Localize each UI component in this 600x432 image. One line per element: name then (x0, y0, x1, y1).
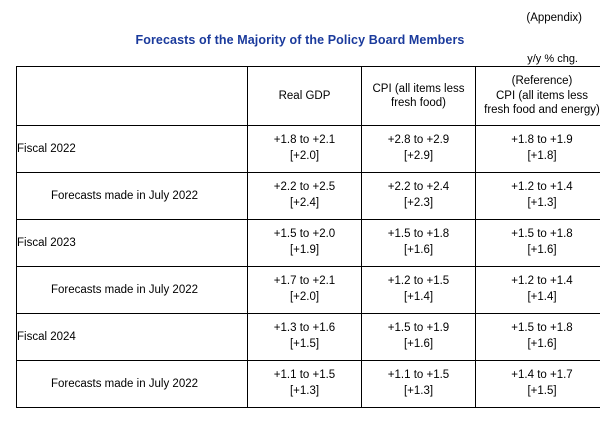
cell-reference-cpi (476, 361, 600, 408)
cell-cpi-range: +1.1 to +1.5 (387, 369, 450, 382)
cell-real-gdp-median: [+2.0] (289, 150, 320, 162)
cell-real-gdp (248, 314, 362, 361)
cell-cpi (362, 267, 476, 314)
cell-cpi-range: +1.5 to +1.9 (387, 322, 450, 335)
header-cpi (362, 67, 476, 126)
cell-cpi-range: +1.5 to +1.8 (387, 228, 450, 241)
appendix-label: (Appendix) (526, 12, 582, 24)
table-row (17, 361, 600, 408)
cell-real-gdp (248, 220, 362, 267)
cell-reference-cpi-range: +1.2 to +1.4 (511, 275, 573, 288)
cell-reference-cpi (476, 314, 600, 361)
cell-real-gdp-median: [+2.4] (289, 197, 320, 209)
cell-cpi (362, 173, 476, 220)
cell-reference-cpi-range: +1.2 to +1.4 (511, 181, 573, 194)
row-label: Forecasts made in July 2022 (17, 361, 248, 408)
cell-reference-cpi-range: +1.5 to +1.8 (511, 228, 573, 241)
cell-real-gdp-range: +1.5 to +2.0 (273, 228, 336, 241)
cell-real-gdp-range: +1.1 to +1.5 (273, 369, 336, 382)
cell-cpi-range: +2.2 to +2.4 (387, 181, 450, 194)
row-label: Forecasts made in July 2022 (17, 173, 248, 220)
cell-reference-cpi (476, 126, 600, 173)
header-cpi-line2: fresh food) (391, 97, 446, 109)
table-row (17, 314, 600, 361)
table-row (17, 220, 600, 267)
cell-real-gdp-median: [+1.3] (289, 385, 320, 397)
table-body (17, 126, 600, 408)
cell-reference-cpi (476, 220, 600, 267)
header-real-gdp: Real GDP (248, 67, 362, 126)
cell-cpi (362, 220, 476, 267)
cell-reference-cpi-median: [+1.3] (527, 197, 557, 209)
cell-real-gdp-range: +2.2 to +2.5 (273, 181, 336, 194)
cell-cpi-median: [+1.3] (403, 385, 434, 397)
cell-reference-cpi-range: +1.8 to +1.9 (511, 134, 573, 147)
cell-reference-cpi-range: +1.5 to +1.8 (511, 322, 573, 335)
cell-real-gdp (248, 126, 362, 173)
cell-real-gdp-range: +1.3 to +1.6 (273, 322, 336, 335)
forecast-table-wrapper (16, 66, 600, 408)
row-label: Fiscal 2024 (17, 314, 248, 361)
cell-cpi (362, 126, 476, 173)
cell-reference-cpi (476, 267, 600, 314)
cell-reference-cpi-range: +1.4 to +1.7 (511, 369, 573, 382)
header-reference-cpi (476, 67, 600, 126)
cell-reference-cpi-median: [+1.4] (527, 291, 557, 303)
table-row (17, 126, 600, 173)
table-row (17, 267, 600, 314)
row-label: Forecasts made in July 2022 (17, 267, 248, 314)
cell-reference-cpi-median: [+1.5] (527, 385, 557, 397)
cell-real-gdp-range: +1.8 to +2.1 (273, 134, 336, 147)
row-label: Fiscal 2022 (17, 126, 248, 173)
cell-real-gdp-median: [+1.9] (289, 244, 320, 256)
cell-cpi-median: [+2.3] (403, 197, 434, 209)
cell-cpi-median: [+1.6] (403, 338, 434, 350)
cell-cpi-median: [+2.9] (403, 150, 434, 162)
cell-real-gdp-median: [+1.5] (289, 338, 320, 350)
header-blank (17, 67, 248, 126)
cell-cpi-range: +2.8 to +2.9 (387, 134, 450, 147)
header-ref-line2: CPI (all items less (495, 89, 589, 102)
header-ref-line1: (Reference) (511, 75, 573, 88)
cell-real-gdp (248, 361, 362, 408)
row-label: Fiscal 2023 (17, 220, 248, 267)
table-header (17, 67, 600, 126)
header-ref-line3: fresh food and energy) (484, 104, 600, 117)
forecast-table (16, 66, 600, 408)
cell-cpi-range: +1.2 to +1.5 (387, 275, 450, 288)
table-row (17, 173, 600, 220)
header-cpi-line1: CPI (all items less (372, 82, 465, 95)
cell-real-gdp (248, 267, 362, 314)
cell-reference-cpi-median: [+1.6] (527, 338, 557, 350)
cell-cpi-median: [+1.4] (403, 291, 434, 303)
cell-reference-cpi-median: [+1.6] (527, 244, 557, 256)
cell-cpi-median: [+1.6] (403, 244, 434, 256)
unit-note: y/y % chg. (527, 53, 578, 65)
page-title: Forecasts of the Majority of the Policy Board Members (135, 33, 465, 47)
cell-cpi (362, 314, 476, 361)
cell-real-gdp-median: [+2.0] (289, 291, 320, 303)
table-header-row (17, 67, 600, 126)
cell-reference-cpi (476, 173, 600, 220)
cell-reference-cpi-median: [+1.8] (527, 150, 557, 162)
cell-real-gdp-range: +1.7 to +2.1 (273, 275, 336, 288)
cell-cpi (362, 361, 476, 408)
cell-real-gdp (248, 173, 362, 220)
